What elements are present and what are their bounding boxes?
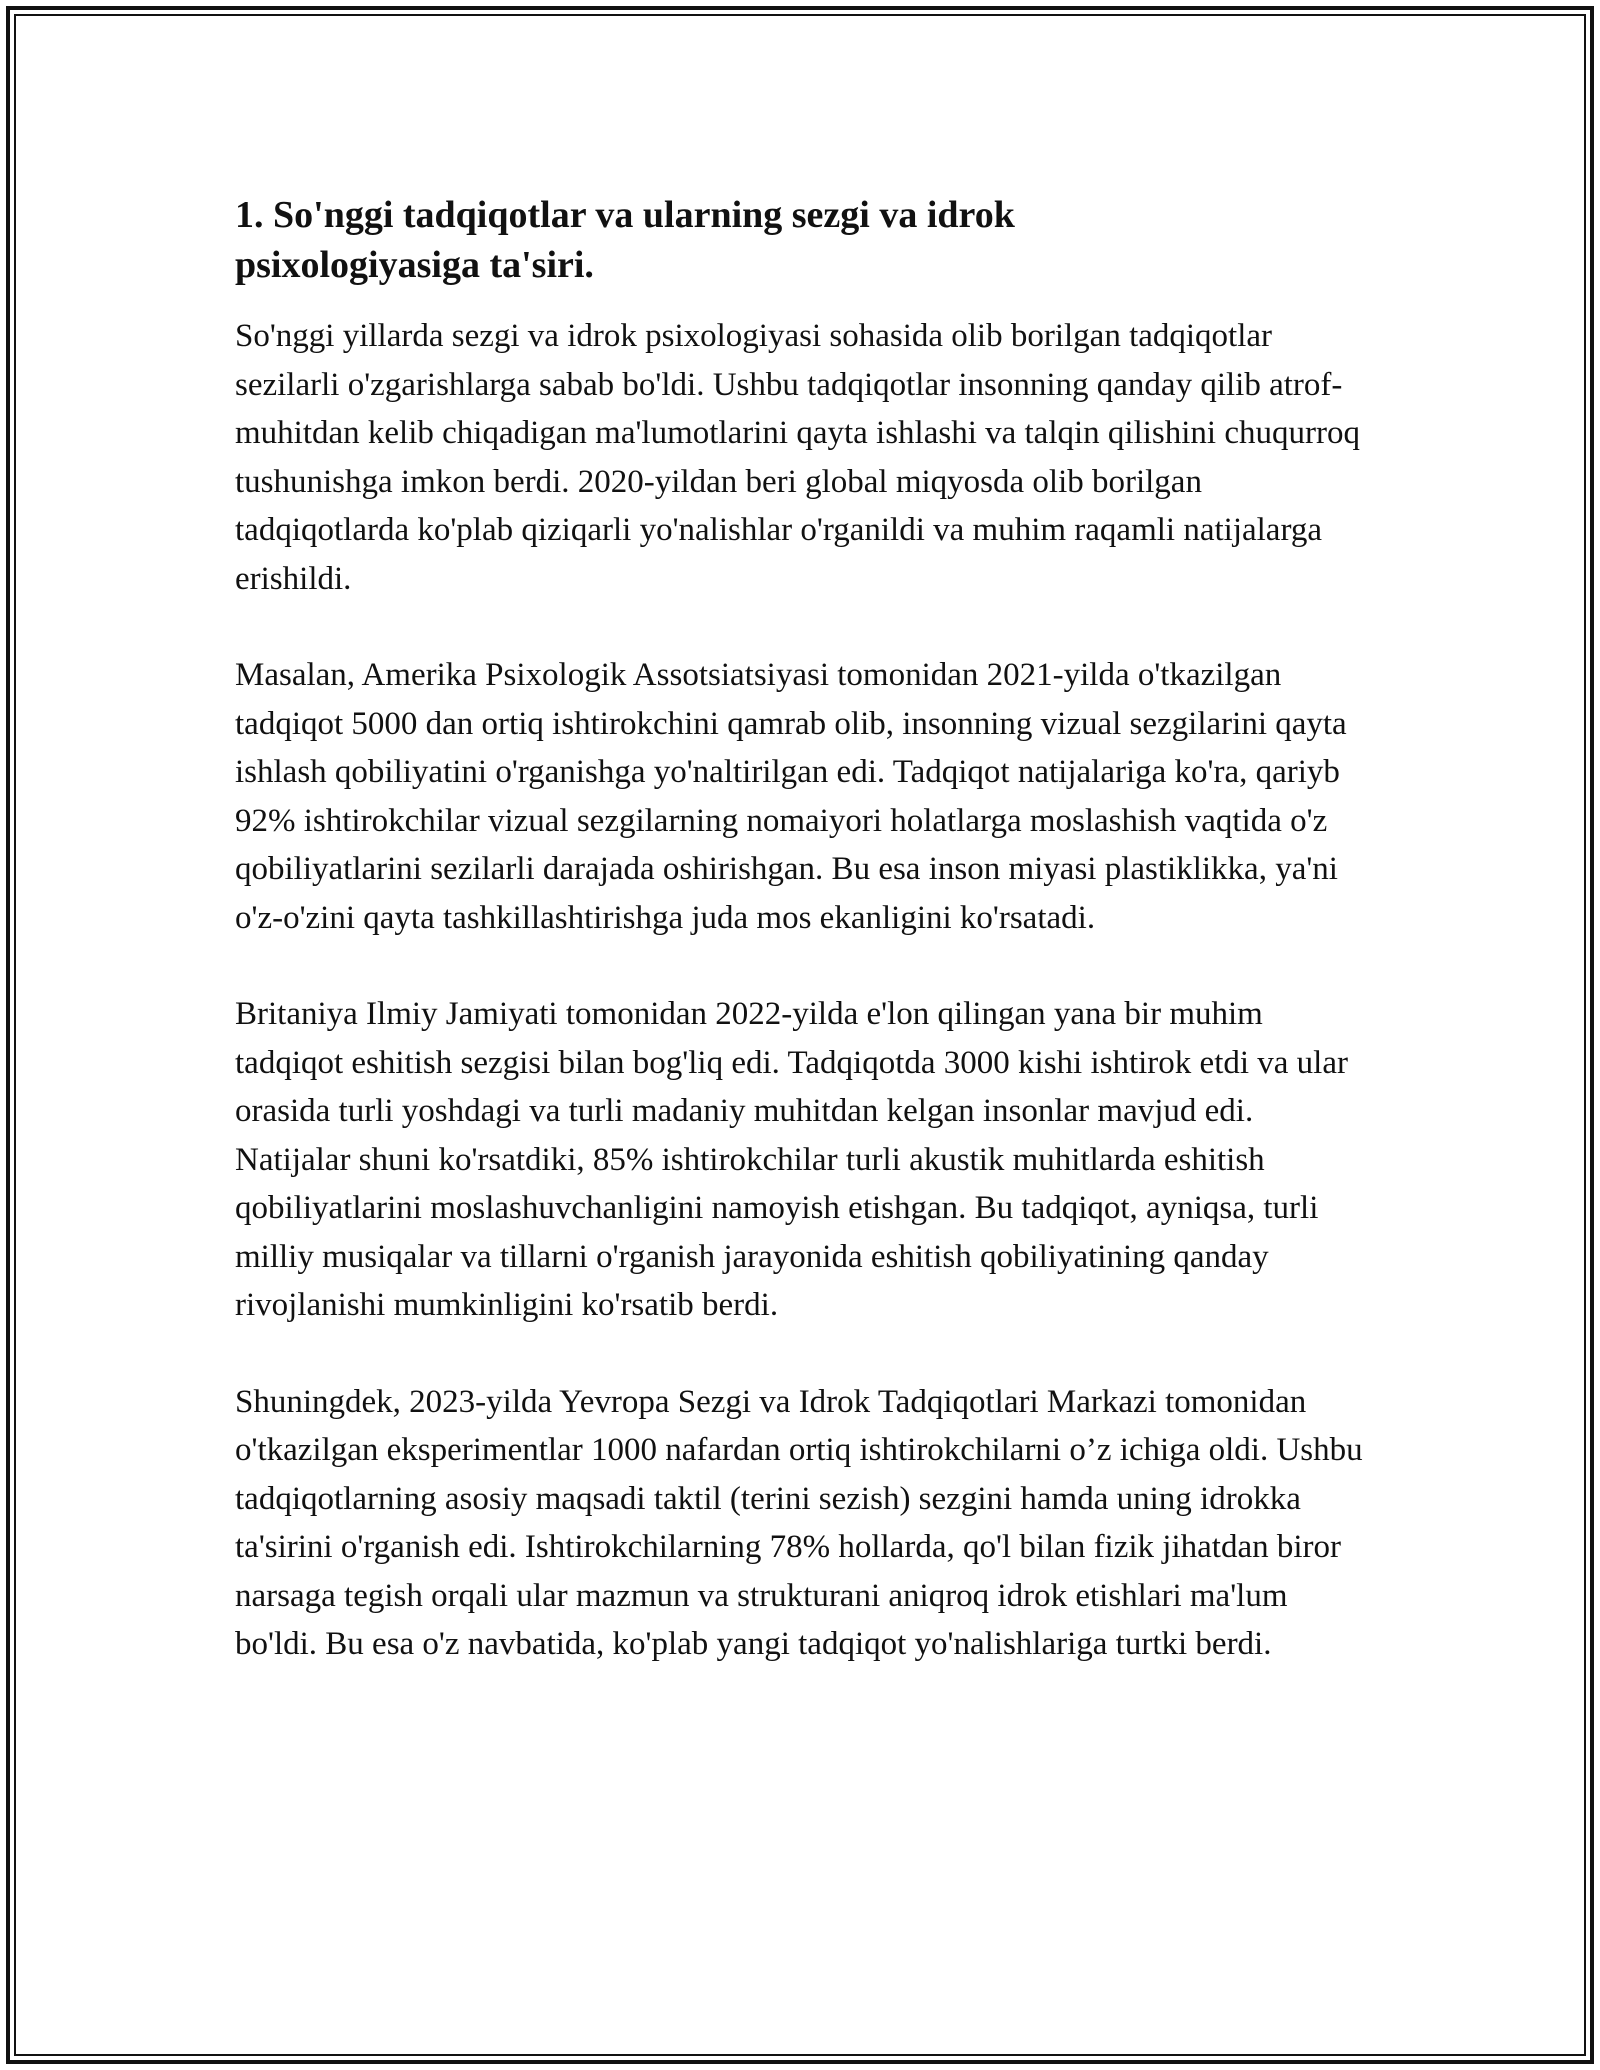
paragraph-tactile-study: Shuningdek, 2023-yilda Yevropa Sezgi va Idrok Tadqiqotlari Markazi tomonidan o'tkazilgan eksperimentlar 1000 nafardan ortiq ishtirokchilarni o’z ichiga oldi. Ushbu tadqiqotlarning asosiy maqsadi taktil (terini sezish) sezgini hamda uning idrokka ta'sirini o'rganish edi. Ishtirokchilarning 78% hollarda, qo'l bilan fizik jihatdan biror narsaga tegish orqali ular mazmun va strukturani aniqroq idrok etishlari ma'lum bo'ldi. Bu esa o'z navbatida, ko'plab yangi tadqiqot yo'nalishlariga turtki berdi. xyxy=(235,1383,1363,1662)
paragraph-auditory-study: Britaniya Ilmiy Jamiyati tomonidan 2022-yilda e'lon qilingan yana bir muhim tadqiqot eshitish sezgisi bilan bog'liq edi. Tadqiqotda 3000 kishi ishtirok etdi va ular orasida turli yoshdagi va turli madaniy muhitdan kelgan insonlar mavjud edi. Natijalar shuni ko'rsatdiki, 85% ishtirokchilar turli akustik muhitlarda eshitish qobiliyatlarini moslashuvchanligini namoyish etishgan. Bu tadqiqot, ayniqsa, turli milliy musiqalar va tillarni o'rganish jarayonida eshitish qobiliyatining qanday rivojlanishi mumkinligini ko'rsatib berdi. xyxy=(235,996,1348,1323)
paragraph-visual-study: Masalan, Amerika Psixologik Assotsiatsiyasi tomonidan 2021-yilda o'tkazilgan tadqiqot 5000 dan ortiq ishtirokchini qamrab olib, insonning vizual sezgilarini qayta ishlash qobiliyatini o'rganishga yo'naltirilgan edi. Tadqiqot natijalariga ko'ra, qariyb 92% ishtirokchilar vizual sezgilarning nomaiyori holatlarga moslashish vaqtida o'z qobiliyatlarini sezilarli darajada oshirishgan. Bu esa inson miyasi plastiklikka, ya'ni o'z-o'zini qayta tashkillashtirishga juda mos ekanligini ko'rsatadi. xyxy=(235,657,1347,936)
section-title: 1. So'nggi tadqiqotlar va ularning sezgi va idrok psixologiyasiga ta'siri. xyxy=(235,194,1015,286)
paragraph-intro: So'nggi yillarda sezgi va idrok psixologiyasi sohasida olib borilgan tadqiqotlar sezilarli o'zgarishlarga sabab bo'ldi. Ushbu tadqiqotlar insonning qanday qilib atrof-muhitdan kelib chiqadigan ma'lumotlarini qayta ishlashi va talqin qilishini chuqurroq tushunishga imkon berdi. 2020-yildan beri global miqyosda olib borilgan tadqiqotlarda ko'plab qiziqarli yo'nalishlar o'rganildi va muhim raqamli natijalarga erishildi. xyxy=(235,318,1360,597)
document-body xyxy=(235,190,1370,1717)
